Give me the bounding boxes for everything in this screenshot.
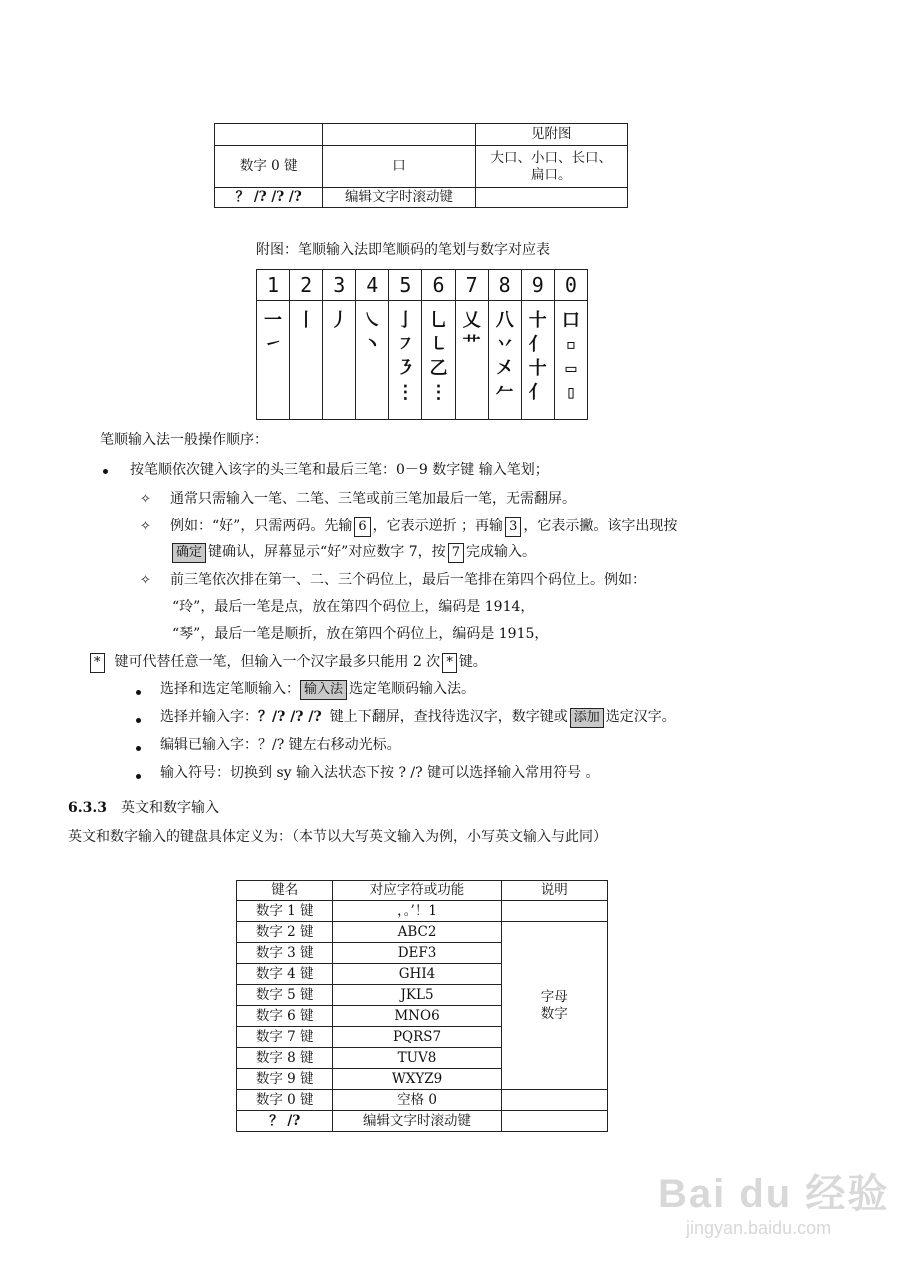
keys-header-cell: 键名 bbox=[237, 881, 333, 901]
top-table-cell bbox=[475, 188, 627, 208]
sub2-text-d: 键确认，屏幕显示“好”对应数字 7，按 bbox=[208, 544, 446, 560]
b2-text-c: 选定汉字。 bbox=[605, 709, 676, 725]
stroke-digit-row bbox=[257, 270, 588, 301]
star-key-line bbox=[90, 652, 487, 673]
watermark-url: jingyan.baidu.com bbox=[686, 1218, 832, 1238]
stroke-glyph: ▫ bbox=[565, 334, 577, 355]
stroke-digit-cell: 4 bbox=[356, 270, 389, 301]
key-function-cell: 空格 0 bbox=[333, 1090, 501, 1111]
top-table-cell: 大口、小口、长口、扁口。 bbox=[475, 146, 627, 188]
star-key-box: * bbox=[90, 653, 105, 673]
keys-table-row bbox=[237, 1111, 608, 1132]
stroke-table-caption: 附图：笔顺输入法即笔顺码的笔划与数字对应表 bbox=[256, 242, 550, 258]
key-name-cell: 数字 8 键 bbox=[237, 1048, 333, 1069]
top-table-cell: 数字 0 键 bbox=[215, 146, 323, 188]
example-line-1: “玲”，最后一笔是点，放在第四个码位上，编码是 1914， bbox=[172, 599, 535, 615]
add-key-box: 添加 bbox=[570, 708, 604, 728]
stroke-glyph: ㇀ bbox=[264, 334, 283, 355]
bullet-icon bbox=[136, 746, 141, 751]
stroke-shape-cell bbox=[455, 301, 488, 420]
procedure-sub-2 bbox=[140, 516, 677, 537]
key-6-box: 6 bbox=[354, 517, 370, 537]
stroke-glyph: ㇏ bbox=[363, 310, 382, 331]
bullet-icon bbox=[136, 718, 141, 723]
stroke-shape-cell bbox=[290, 301, 323, 420]
stroke-glyph: 乙 bbox=[429, 358, 448, 379]
stroke-glyph: 口 bbox=[561, 310, 580, 331]
key-note-cell bbox=[501, 1090, 607, 1111]
keys-table-row bbox=[237, 901, 608, 922]
stroke-glyph: 丶 bbox=[363, 334, 382, 355]
stroke-table bbox=[256, 269, 588, 420]
section-title: 英文和数字输入 bbox=[120, 800, 219, 816]
stroke-shape-cell bbox=[257, 301, 290, 420]
stroke-glyph: ㇄ bbox=[429, 334, 448, 355]
key-function-cell: WXYZ9 bbox=[333, 1069, 501, 1090]
stroke-glyph: 乂 bbox=[462, 310, 481, 331]
sub2-text-e: 完成输入。 bbox=[465, 544, 536, 560]
procedure-sub-1-text: 通常只需输入一笔、二笔、三笔或前三笔加最后一笔，无需翻屏。 bbox=[170, 491, 576, 507]
star-text-b: 键。 bbox=[458, 654, 487, 670]
stroke-glyph: ▭ bbox=[565, 358, 577, 379]
key-name-cell: 数字 7 键 bbox=[237, 1027, 333, 1048]
top-table-cell bbox=[323, 124, 475, 146]
b1-text-a: 选择和选定笔顺输入： bbox=[160, 681, 300, 697]
procedure-sub-1 bbox=[140, 489, 576, 510]
stroke-shape-cell bbox=[554, 301, 587, 420]
star-text-a: 键可代替任意一笔，但输入一个汉字最多只能用 2 次 bbox=[114, 654, 441, 670]
stroke-glyph: ⋮ bbox=[396, 382, 415, 403]
bullet-line-1 bbox=[160, 679, 475, 700]
keys-header-cell: 对应字符或功能 bbox=[333, 881, 501, 901]
bullet-line-4: 输入符号：切换到 sy 输入法状态下按 ? /? 键可以选择输入常用符号 。 bbox=[160, 765, 600, 781]
procedure-sub-3 bbox=[140, 570, 646, 591]
stroke-digit-cell: 0 bbox=[554, 270, 587, 301]
confirm-key-box: 确定 bbox=[172, 543, 206, 563]
key-name-cell: 数字 9 键 bbox=[237, 1069, 333, 1090]
stroke-digit-cell: 5 bbox=[389, 270, 422, 301]
top-table bbox=[214, 123, 628, 208]
stroke-glyph: 亻 bbox=[528, 334, 547, 355]
input-method-key-box: 输入法 bbox=[300, 680, 347, 700]
key-function-cell: GHI4 bbox=[333, 964, 501, 985]
section-intro: 英文和数字输入的键盘具体定义为：（本节以大写英文输入为例，小写英文输入与此同） bbox=[68, 829, 607, 845]
key-function-cell: DEF3 bbox=[333, 943, 501, 964]
stroke-shape-cell bbox=[323, 301, 356, 420]
key-function-cell: ABC2 bbox=[333, 922, 501, 943]
key-name-cell: ？ /? bbox=[237, 1111, 333, 1132]
stroke-glyph: 艹 bbox=[462, 334, 481, 355]
letters-digits-note: 字母 数字 bbox=[501, 922, 607, 1090]
top-table-cell bbox=[215, 124, 323, 146]
b2-text-a: 选择并输入字： bbox=[160, 709, 258, 725]
stroke-glyph: 㐅 bbox=[495, 358, 514, 379]
stroke-glyph: ㇇ bbox=[396, 334, 415, 355]
stroke-glyph: 丷 bbox=[495, 334, 514, 355]
b2-keys: ？/? /? /? bbox=[258, 709, 322, 725]
bullet-line-2 bbox=[160, 707, 676, 728]
procedure-sub-2-cont bbox=[172, 542, 536, 563]
stroke-digit-cell: 9 bbox=[521, 270, 554, 301]
keys-table bbox=[236, 880, 608, 1132]
stroke-glyph: 乚 bbox=[429, 310, 448, 331]
top-table-cell: 见附图 bbox=[475, 124, 627, 146]
stroke-glyph: 亻 bbox=[528, 382, 547, 403]
b1-text-b: 选定笔顺码输入法。 bbox=[349, 681, 476, 697]
key-function-cell: 编辑文字时滚动键 bbox=[333, 1111, 501, 1132]
key-name-cell: 数字 4 键 bbox=[237, 964, 333, 985]
sub2-text-a: 例如：“好”，只需两码。先输 bbox=[170, 518, 353, 534]
key-name-cell: 数字 2 键 bbox=[237, 922, 333, 943]
key-7-box: 7 bbox=[448, 543, 464, 563]
stroke-glyph: ㇋ bbox=[396, 358, 415, 379]
stroke-shape-cell bbox=[488, 301, 521, 420]
keys-table-header bbox=[237, 881, 608, 901]
key-note-cell bbox=[501, 901, 607, 922]
example-line-2: “琴”，最后一笔是顺折，放在第四个码位上，编码是 1915， bbox=[172, 626, 549, 642]
key-function-cell: TUV8 bbox=[333, 1048, 501, 1069]
key-name-cell: 数字 6 键 bbox=[237, 1006, 333, 1027]
diamond-icon: ✧ bbox=[140, 573, 151, 588]
diamond-icon: ✧ bbox=[140, 492, 151, 507]
bullet-icon bbox=[103, 469, 108, 474]
keys-table-row bbox=[237, 1090, 608, 1111]
stroke-digit-cell: 6 bbox=[422, 270, 455, 301]
key-note-cell bbox=[501, 1111, 607, 1132]
stroke-glyph: 𠂉 bbox=[495, 382, 514, 403]
stroke-digit-cell: 1 bbox=[257, 270, 290, 301]
stroke-glyph: 十 bbox=[528, 358, 547, 379]
stroke-shape-row bbox=[257, 301, 588, 420]
stroke-glyph: 十 bbox=[528, 310, 547, 331]
stroke-shape-cell bbox=[389, 301, 422, 420]
key-name-cell: 数字 3 键 bbox=[237, 943, 333, 964]
stroke-glyph: ▯ bbox=[565, 382, 577, 403]
stroke-glyph: 八 bbox=[495, 310, 514, 331]
stroke-shape-cell bbox=[521, 301, 554, 420]
stroke-shape-cell bbox=[356, 301, 389, 420]
top-table-cell: ？ /? /? /? bbox=[215, 188, 323, 208]
diamond-icon: ✧ bbox=[140, 519, 151, 534]
bullet-line-3: 编辑已输入字：？/? 键左右移动光标。 bbox=[160, 737, 401, 753]
procedure-item-1: 按笔顺依次键入该字的头三笔和最后三笔：0－9 数字键 输入笔划； bbox=[130, 462, 549, 478]
key-name-cell: 数字 1 键 bbox=[237, 901, 333, 922]
sub2-text-c: ，它表示撇。该字出现按 bbox=[523, 518, 678, 534]
section-heading bbox=[68, 798, 219, 818]
procedure-heading: 笔顺输入法一般操作顺序： bbox=[100, 432, 268, 448]
key-function-cell: PQRS7 bbox=[333, 1027, 501, 1048]
stroke-shape-cell bbox=[422, 301, 455, 420]
stroke-digit-cell: 2 bbox=[290, 270, 323, 301]
key-name-cell: 数字 0 键 bbox=[237, 1090, 333, 1111]
key-3-box: 3 bbox=[505, 517, 521, 537]
section-number: 6.3.3 bbox=[68, 800, 107, 816]
procedure-sub-3-text: 前三笔依次排在第一、二、三个码位上，最后一笔排在第四个码位上。例如： bbox=[170, 572, 646, 588]
top-table-cell: 口 bbox=[323, 146, 475, 188]
stroke-digit-cell: 8 bbox=[488, 270, 521, 301]
stroke-glyph: 一 bbox=[264, 310, 283, 331]
stroke-glyph: ⋮ bbox=[429, 382, 448, 403]
b2-text-b: 键上下翻屏，查找待选汉字，数字键或 bbox=[329, 709, 568, 725]
key-function-cell: JKL5 bbox=[333, 985, 501, 1006]
stroke-glyph: 丿 bbox=[330, 310, 349, 331]
bullet-icon bbox=[136, 690, 141, 695]
star-key-box-2: * bbox=[442, 653, 457, 673]
stroke-glyph: 丨 bbox=[297, 310, 316, 331]
stroke-digit-cell: 3 bbox=[323, 270, 356, 301]
key-function-cell: MNO6 bbox=[333, 1006, 501, 1027]
sub2-text-b: ，它表示逆折 ；再输 bbox=[372, 518, 504, 534]
top-table-cell: 编辑文字时滚动键 bbox=[323, 188, 475, 208]
bullet-icon bbox=[136, 774, 141, 779]
key-name-cell: 数字 5 键 bbox=[237, 985, 333, 1006]
keys-header-cell: 说明 bbox=[501, 881, 607, 901]
key-function-cell: ，。’！1 bbox=[333, 901, 501, 922]
baidu-logo-watermark: Bai du 经验 bbox=[658, 1172, 890, 1216]
keys-table-row bbox=[237, 922, 608, 943]
stroke-digit-cell: 7 bbox=[455, 270, 488, 301]
stroke-glyph: 亅 bbox=[396, 310, 415, 331]
